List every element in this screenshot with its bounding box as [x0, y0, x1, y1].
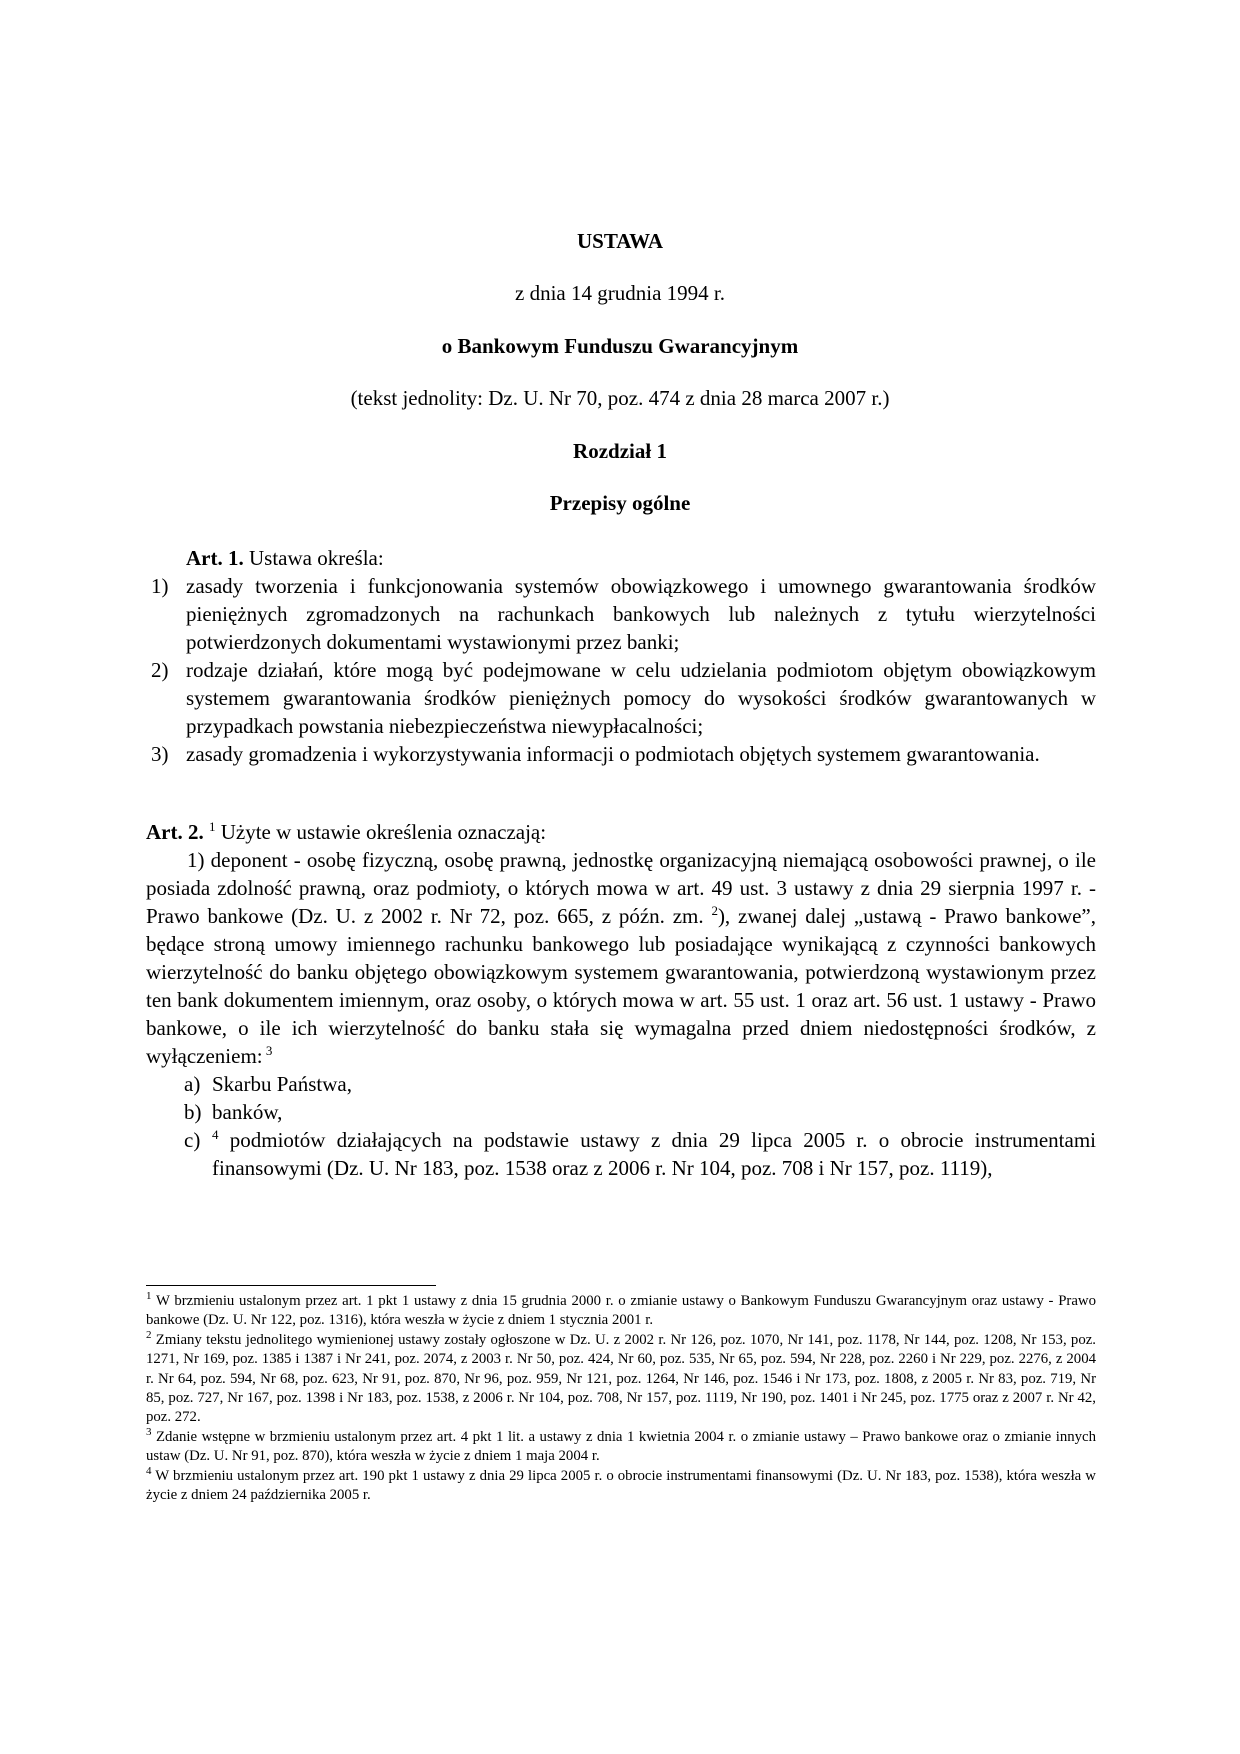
footnote-number: 3 [146, 1425, 152, 1438]
exclusion-list [146, 1070, 1096, 1182]
footnote-ref[interactable]: 4 [212, 1127, 219, 1142]
list-item-number: 3) [151, 742, 169, 766]
list-item [146, 1070, 1096, 1098]
list-item [146, 740, 1096, 768]
article-1-heading [146, 544, 1096, 572]
list-item [146, 572, 1096, 656]
list-item-number: 2) [151, 658, 169, 682]
list-item-text: rodzaje działań, które mogą być podejmowane w celu udzielania podmiotom objętym obowiązkowym systemem gwarantowania środków pieniężnych pomocy do wysokości środków gwarantowanych w przypadkach powstania niebezpieczeństwa niewypłacalności; [186, 658, 1096, 738]
footnote-number: 4 [146, 1464, 152, 1477]
list-item-text: Skarbu Państwa, [212, 1072, 352, 1096]
footnotes [146, 1292, 1096, 1505]
footnote-number: 1 [146, 1290, 152, 1303]
document-title: USTAWA [577, 229, 663, 253]
footnote-separator [146, 1285, 436, 1286]
article-2-heading [146, 818, 1096, 846]
footnote [146, 1328, 1096, 1428]
footnote-text: Zdanie wstępne w brzmieniu ustalonym przez art. 4 pkt 1 lit. a ustawy z dnia 1 kwietnia 2004 r. o zmianie ustawy – Prawo bankowe oraz o zmianie innych ustaw (Dz. U. Nr 91, poz. 870), która weszła w życie z dniem 1 maja 2004 r. [146, 1428, 1096, 1465]
list-item-number: 1) [151, 574, 169, 598]
consolidated-text-note: (tekst jednolity: Dz. U. Nr 70, poz. 474 z dnia 28 marca 2007 r.) [350, 386, 890, 410]
footnote-number: 2 [146, 1328, 152, 1341]
footnote-text: W brzmieniu ustalonym przez art. 190 pkt 1 ustawy z dnia 29 lipca 2005 r. o obrocie instrumentami finansowymi (Dz. U. Nr 183, poz. 1538), która weszła w życie z dniem 24 października 2005 r. [146, 1467, 1096, 1504]
document-date: z dnia 14 grudnia 1994 r. [515, 281, 725, 305]
footnote-ref[interactable]: 3 [262, 1043, 273, 1058]
footnote-text: W brzmieniu ustalonym przez art. 1 pkt 1 ustawy z dnia 15 grudnia 2000 r. o zmianie ustawy o Bankowym Funduszu Gwarancyjnym oraz ustawy - Prawo bankowe (Dz. U. Nr 122, poz. 1316), która weszła w życie z dniem 1 stycznia 2001 r. [146, 1293, 1096, 1329]
article-1-intro: Ustawa określa: [243, 546, 384, 570]
list-item [146, 1098, 1096, 1126]
chapter-title: Przepisy ogólne [549, 491, 691, 515]
footnote-text: Zmiany tekstu jednolitego wymienionej ustawy zostały ogłoszone w Dz. U. z 2002 r. Nr 126, poz. 1070, Nr 141, poz. 1178, Nr 144, poz. 1208, Nr 153, poz. 1271, Nr 169, poz. 1385 i 1387 i Nr 241, poz. 2074, z 2003 r. Nr 50, poz. 424, Nr 60, poz. 535, Nr 65, poz. 594, Nr 228, poz. 2260 i Nr 229, poz. 2276, z 2004 r. Nr 64, poz. 594, Nr 68, poz. 623, Nr 91, poz. 870, Nr 96, poz. 959, Nr 121, poz. 1264, Nr 146, poz. 1546 i Nr 173, poz. 1808, z 2005 r. Nr 83, poz. 719, Nr 85, poz. 727, Nr 167, poz. 1398 i Nr 183, poz. 1538, z 2006 r. Nr 104, poz. 708, Nr 157, poz. 1119, Nr 190, poz. 1401 i Nr 245, poz. 1775 oraz z 2007 r. Nr 42, poz. 272. [146, 1331, 1096, 1426]
article-2-point-1 [146, 846, 1096, 1070]
footnote-ref[interactable]: 2 [711, 903, 718, 918]
point-1-text-b: ), zwanej dalej „ustawą - Prawo bankowe”, będące stroną umowy imiennego rachunku bankowego lub posiadające wynikającą z czynności bankowych wierzytelność do banku objętego obowiązkowym systemem gwarantowania, potwierdzoną wystawionym przez ten bank dokumentem imiennym, oraz osoby, o których mowa w art. 55 ust. 1 oraz art. 56 ust. 1 ustawy - Prawo bankowe, o ile ich wierzytelność do banku stała się wymagalna przed dniem niedostępności środków, z wyłączeniem: [146, 904, 1096, 1068]
footnote [146, 1425, 1096, 1467]
footnote-ref[interactable]: 1 [208, 819, 216, 834]
footnote [146, 1292, 1096, 1331]
chapter-heading: Rozdział 1 [573, 439, 667, 463]
list-item-letter: c) [184, 1128, 201, 1152]
article-1 [146, 544, 1096, 768]
article-2 [146, 818, 1096, 1182]
list-item-text: zasady gromadzenia i wykorzystywania informacji o podmiotach objętych systemem gwarantowania. [186, 742, 1040, 766]
list-item-text: banków, [212, 1100, 283, 1124]
list-item-text: podmiotów działających na podstawie ustawy z dnia 29 lipca 2005 r. o obrocie instrumentami finansowymi (Dz. U. Nr 183, poz. 1538 oraz z 2006 r. Nr 104, poz. 708 i Nr 157, poz. 1119), [212, 1128, 1096, 1180]
article-2-intro: Użyte w ustawie określenia oznaczają: [215, 820, 547, 844]
point-1-text-a: 1) deponent - osobę fizyczną, osobę prawną, jednostkę organizacyjną niemającą osobowości prawnej, o ile posiada zdolność prawną, oraz podmioty, o których mowa w art. 49 ust. 3 ustawy z dnia 29 sierpnia 1997 r. - Prawo bankowe (Dz. U. z 2002 r. Nr 72, poz. 665, z późn. zm. [146, 848, 1096, 928]
list-item-letter: b) [184, 1100, 202, 1124]
article-1-label: Art. 1. [186, 546, 244, 570]
footnote [146, 1464, 1096, 1506]
document-subject: o Bankowym Funduszu Gwarancyjnym [441, 334, 799, 358]
list-item-text: zasady tworzenia i funkcjonowania systemów obowiązkowego i umownego gwarantowania środków pieniężnych zgromadzonych na rachunkach bankowych lub należnych z tytułu wierzytelności potwierdzonych dokumentami wystawionymi przez banki; [186, 574, 1096, 654]
list-item-letter: a) [184, 1072, 201, 1096]
article-1-list [146, 572, 1096, 768]
article-2-label: Art. 2. [146, 820, 204, 844]
list-item [146, 1126, 1096, 1182]
list-item [146, 656, 1096, 740]
